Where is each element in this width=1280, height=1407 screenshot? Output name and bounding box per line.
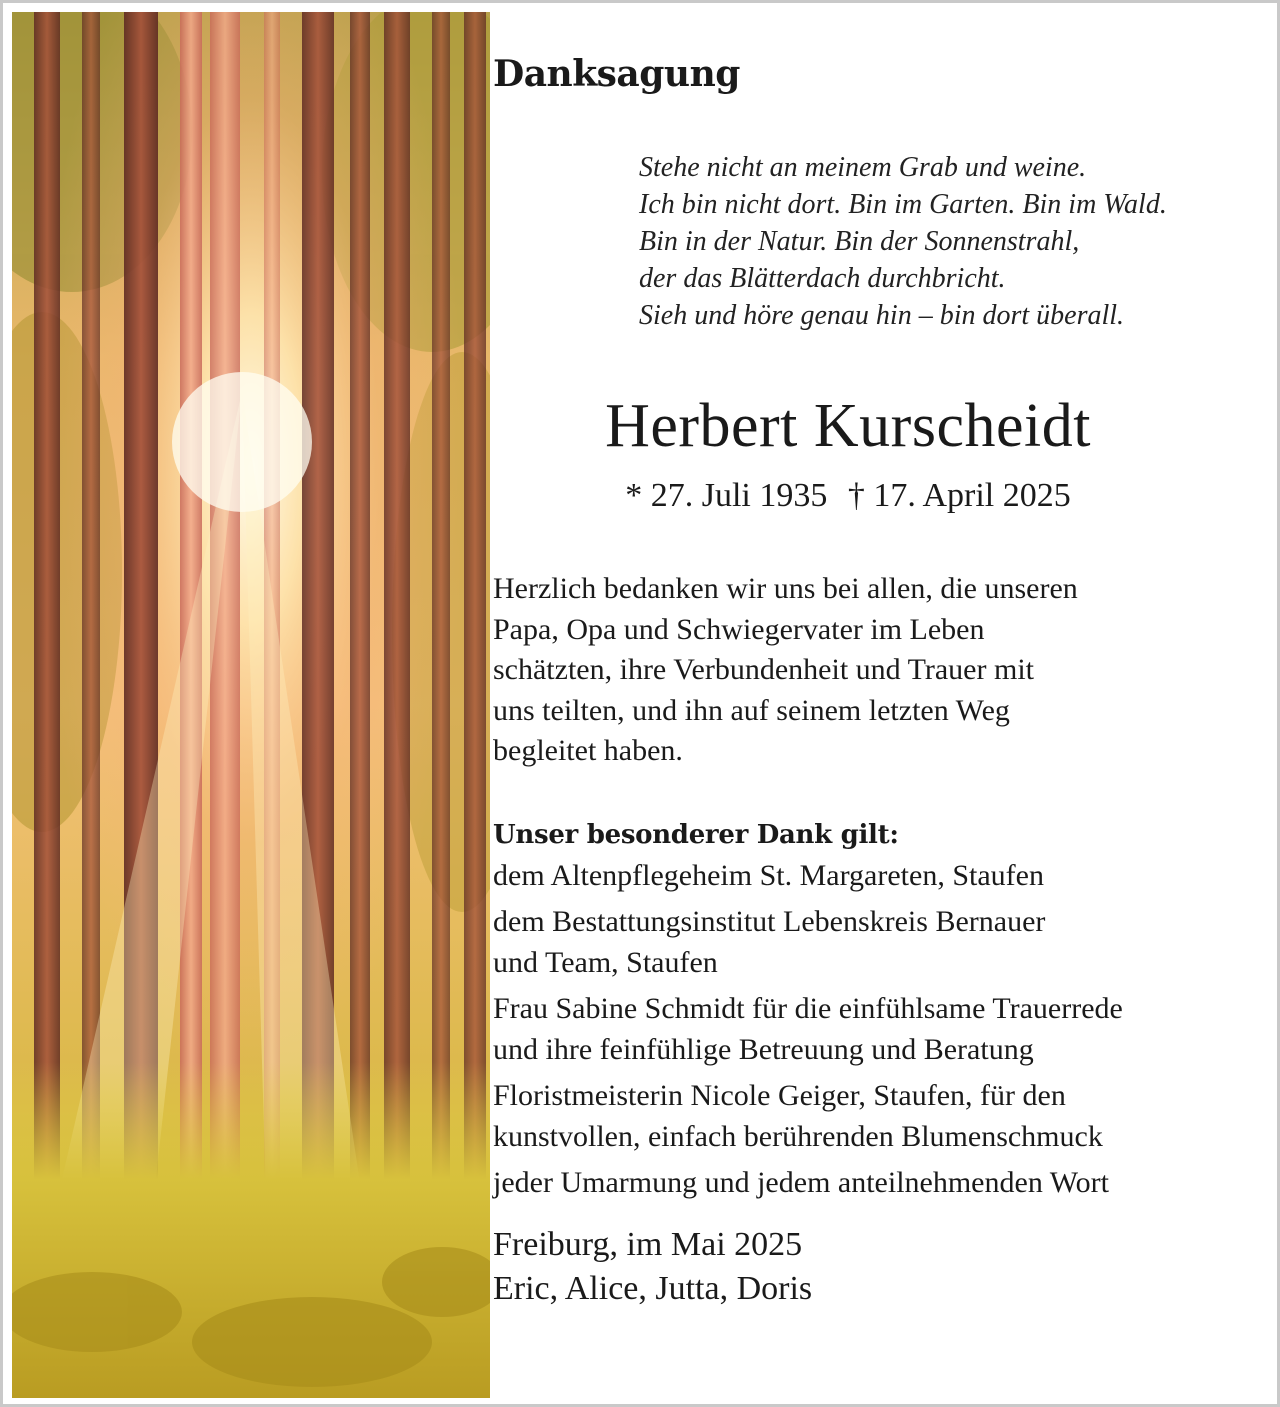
special-thanks-entry — [493, 1162, 1123, 1203]
deceased-name: Herbert Kurscheidt — [605, 392, 1091, 460]
special-thanks-entry — [493, 855, 1123, 896]
entry-line: kunstvollen, einfach berührenden Blumenschmuck — [493, 1120, 1103, 1153]
forest-photo — [12, 12, 490, 1398]
special-thanks-heading: Unser besonderer Dank gilt: — [493, 820, 899, 850]
special-thanks-entry — [493, 988, 1123, 1070]
entry-line: jeder Umarmung und jedem anteilnehmenden Wort — [493, 1166, 1110, 1199]
entry-line: dem Bestattungsinstitut Lebenskreis Bernauer — [493, 905, 1046, 938]
poem-line: Sieh und höre genau hin – bin dort überall. — [639, 300, 1125, 331]
place-date: Freiburg, im Mai 2025 — [493, 1226, 803, 1263]
entry-line: Floristmeisterin Nicole Geiger, Staufen, für den — [493, 1079, 1066, 1112]
entry-line: und Team, Staufen — [493, 946, 718, 979]
signatories: Eric, Alice, Jutta, Doris — [493, 1270, 813, 1307]
special-thanks — [493, 815, 1123, 1203]
poem — [639, 149, 1167, 334]
poem-line: der das Blätterdach durchbricht. — [639, 263, 1006, 294]
poem-line: Stehe nicht an meinem Grab und weine. — [639, 152, 1087, 183]
text-column — [493, 3, 1263, 1403]
page-title: Danksagung — [493, 53, 740, 95]
thanks-line: Herzlich bedanken wir uns bei allen, die unseren — [493, 572, 1078, 605]
death-date: † 17. April 2025 — [847, 477, 1071, 514]
thanks-paragraph — [493, 569, 1078, 772]
entry-line: und ihre feinfühlige Betreuung und Beratung — [493, 1033, 1034, 1066]
life-dates — [493, 477, 1203, 515]
poem-line: Bin in der Natur. Bin der Sonnenstrahl, — [639, 226, 1080, 257]
thanks-line: uns teilten, und ihn auf seinem letzten Weg — [493, 693, 1010, 727]
thanks-line: begleitet haben. — [493, 734, 683, 767]
special-thanks-entry — [493, 1075, 1123, 1157]
entry-line: dem Altenpflegeheim St. Margareten, Staufen — [493, 859, 1044, 892]
forest-illustration — [12, 12, 490, 1398]
special-thanks-entry — [493, 901, 1123, 983]
entry-line: Frau Sabine Schmidt für die einfühlsame Trauerrede — [493, 992, 1123, 1025]
thanks-line: schätzten, ihre Verbundenheit und Trauer mit — [493, 653, 1034, 686]
poem-line: Ich bin nicht dort. Bin im Garten. Bin im Wald. — [639, 189, 1167, 220]
birth-date: * 27. Juli 1935 — [625, 477, 828, 514]
thanks-line: Papa, Opa und Schwiegervater im Leben — [493, 612, 985, 646]
closing — [493, 1223, 812, 1311]
